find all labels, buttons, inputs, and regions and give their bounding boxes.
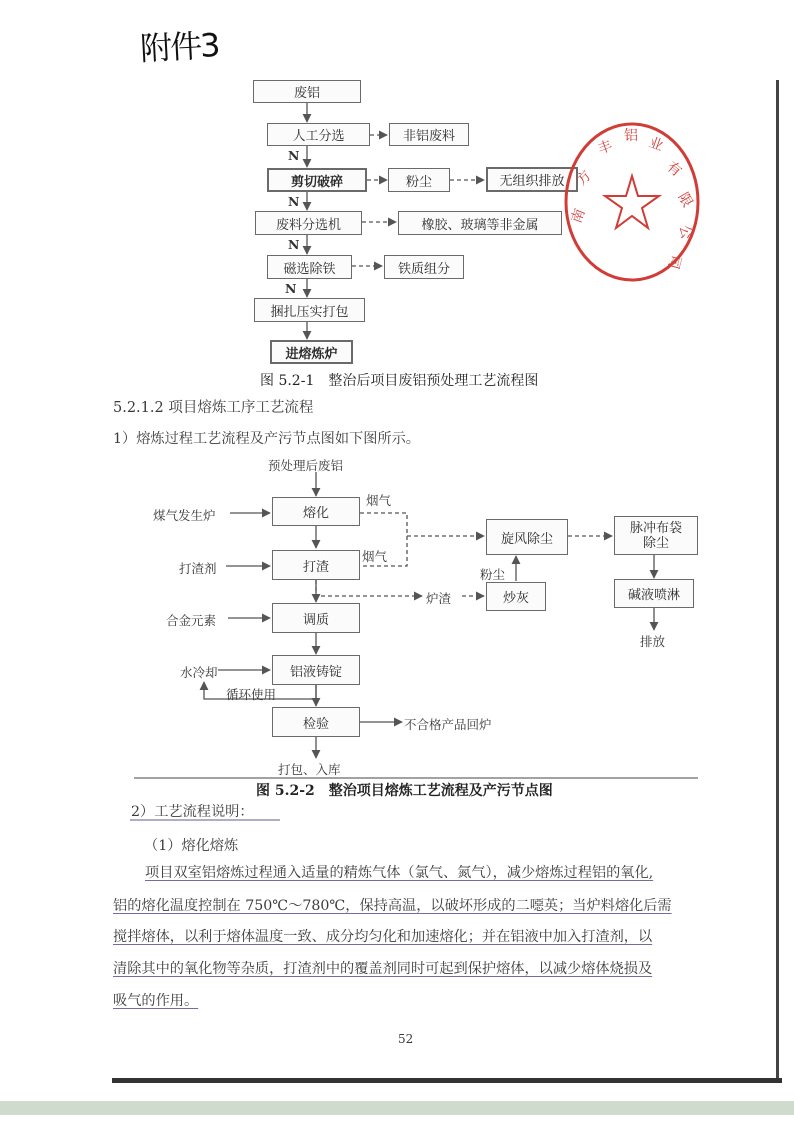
flow2-skim: 打渣 [272, 550, 360, 580]
svg-text:有: 有 [663, 158, 685, 181]
page-number: 52 [398, 1032, 414, 1046]
flow1-furnace: 进熔炼炉 [270, 340, 353, 364]
paragraph-line: 铝的熔化温度控制在 750℃～780℃，保持高温，以破坏形成的二噁英；当炉料熔化后需 [113, 898, 672, 914]
svg-text:限: 限 [674, 190, 696, 211]
flow1-n-label: N [285, 281, 297, 296]
flow2-adjust: 调质 [272, 603, 360, 633]
figure-5-2-1-caption: 图 5.2-1 整治后项目废铝预处理工艺流程图 [260, 373, 539, 389]
svg-text:南: 南 [568, 206, 589, 226]
svg-text:司: 司 [664, 252, 684, 271]
flow2-alloy-label: 合金元素 [166, 613, 217, 628]
stamp-star-icon [605, 176, 659, 228]
flow1-unorganized: 无组织排放 [486, 167, 578, 192]
flow1-n-label: N [288, 194, 300, 209]
flow2-fry-ash: 炒灰 [486, 582, 546, 611]
section-heading: 5.2.1.2 项目熔炼工序工艺流程 [113, 400, 314, 416]
svg-text:业: 业 [646, 134, 666, 155]
process-description-heading: 2）工艺流程说明： [131, 804, 254, 820]
figure-5-2-2-caption: 图 5.2-2 整治项目熔炼工艺流程及产污节点图 [256, 783, 553, 799]
flow2-melt: 熔化 [272, 497, 360, 526]
flow2-gas-gen-label: 煤气发生炉 [153, 508, 216, 523]
flow1-sorter: 废料分选机 [255, 211, 362, 235]
flow2-recycle-label: 循环使用 [226, 687, 277, 702]
svg-text:丰: 丰 [595, 137, 615, 158]
flow2-bag-filter: 脉冲布袋除尘 [614, 516, 698, 555]
flow2-pretreated-label: 预处理后废铝 [268, 458, 344, 473]
svg-text:公: 公 [676, 223, 695, 241]
svg-text:方: 方 [573, 167, 595, 189]
flow2-inspect: 检验 [272, 707, 360, 737]
flow1-iron: 铁质组分 [384, 255, 464, 279]
flow2-slag-label: 炉渣 [426, 591, 452, 606]
flow2-pack-label: 打包、入库 [278, 762, 341, 777]
flow2-water-label: 水冷却 [180, 665, 218, 680]
svg-text:铝: 铝 [624, 128, 638, 144]
melting-heading: （1）熔化熔炼 [144, 838, 239, 854]
flow2-cyclone: 旋风除尘 [486, 519, 568, 555]
flow2-flux-label: 打渣剂 [179, 561, 217, 576]
handwritten-annotation: 附件3 [139, 25, 220, 69]
flow2-smoke-label-1: 烟气 [366, 493, 392, 508]
flow2-dust-label: 粉尘 [480, 567, 506, 582]
flow2-smoke-label-2: 烟气 [362, 549, 388, 564]
flow1-shear: 剪切破碎 [267, 168, 367, 192]
paragraph-line: 搅拌熔体，以利于熔体温度一致、成分均匀化和加速熔化；并在铝液中加入打渣剂，以 [113, 929, 653, 945]
flow2-alkali-spray: 碱液喷淋 [614, 579, 694, 608]
flow1-waste-al: 废铝 [253, 80, 361, 103]
flow1-manual-sort: 人工分选 [267, 123, 370, 146]
flow2-reject-label: 不合格产品回炉 [404, 717, 492, 732]
flow1-non-al-waste: 非铝废料 [389, 123, 469, 146]
paragraph-line: 吸气的作用。 [113, 993, 199, 1009]
flow2-discharge-label: 排放 [640, 634, 666, 649]
flow1-dust: 粉尘 [388, 168, 450, 192]
intro-line: 1）熔炼过程工艺流程及产污节点图如下图所示。 [113, 431, 420, 447]
flow1-n-label: N [288, 237, 300, 252]
flow1-magnetic: 磁选除铁 [267, 255, 352, 279]
flow2-cast-ingot: 铝液铸锭 [272, 655, 360, 685]
paragraph-line: 清除其中的氧化物等杂质，打渣剂中的覆盖剂同时可起到保护熔体，以减少熔体烧损及 [113, 961, 653, 977]
flow1-n-label: N [288, 148, 300, 163]
flow1-rubber-glass: 橡胶、玻璃等非金属 [398, 211, 562, 235]
flow1-bale: 捆扎压实打包 [254, 298, 365, 322]
paragraph-line: 项目双室铝熔炼过程通入适量的精炼气体（氯气、氮气），减少熔炼过程铝的氧化, [145, 865, 654, 881]
company-stamp [560, 118, 700, 284]
